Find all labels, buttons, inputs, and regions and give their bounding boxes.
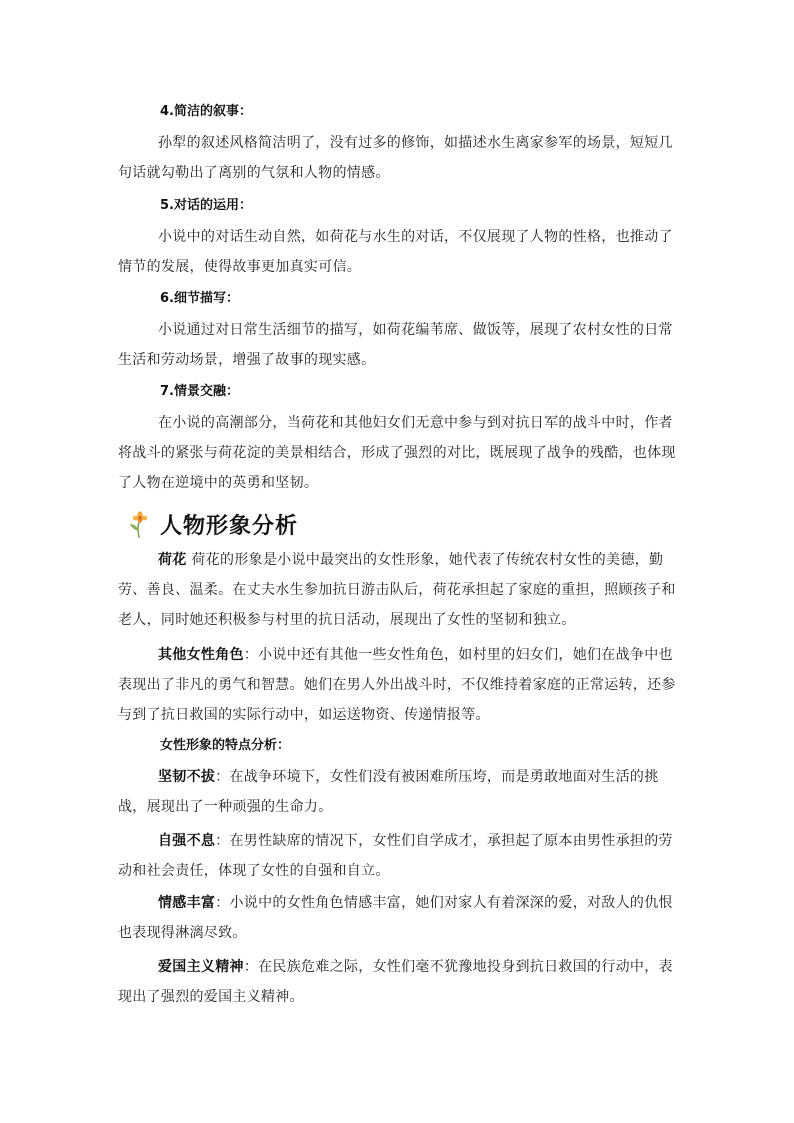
section-7-heading: 7.情景交融： — [160, 384, 239, 399]
hehua-text: 荷花的形象是小说中最突出的女性形象，她代表了传统农村女性的美德，勤劳、善良、温柔。在丈夫水生参加抗日游击队后，荷花承担起了家庭的重担，照顾孩子和老人，同时她还积极参与村里的抗日活动，展现出了女性的坚韧和独立。 — [118, 552, 676, 628]
traits-heading: 女性形象的特点分析： — [160, 738, 291, 753]
trait-label: 情感丰富 — [158, 895, 216, 911]
hehua-paragraph — [118, 545, 684, 635]
trait-text: ：在战争环境下，女性们没有被困难所压垮，而是勇敢地面对生活的挑战，展现出了一种顽强的生命力。 — [118, 769, 659, 815]
section-5-paragraph: 小说中的对话生动自然，如荷花与水生的对话，不仅展现了人物的性格，也推动了情节的发展，使得故事更加真实可信。 — [118, 229, 673, 275]
other-women-paragraph — [118, 640, 684, 730]
section-6-heading: 6.细节描写： — [160, 291, 239, 306]
trait-text: ：在民族危难之际，女性们毫不犹豫地投身到抗日救国的行动中，表现出了强烈的爱国主义精神。 — [118, 959, 673, 1005]
trait-paragraph — [118, 762, 684, 822]
trait-paragraph — [118, 888, 684, 948]
section-5-heading: 5.对话的运用： — [160, 198, 252, 213]
other-women-label: 其他女性角色 — [158, 647, 244, 663]
character-analysis-title: 人物形象分析 — [160, 513, 299, 539]
trait-paragraph — [118, 826, 684, 886]
section-6-paragraph: 小说通过对日常生活细节的描写，如荷花编苇席、做饭等，展现了农村女性的日常生活和劳动场景，增强了故事的现实感。 — [118, 322, 673, 368]
trait-label: 坚韧不拔 — [158, 769, 216, 785]
trait-label: 爱国主义精神 — [158, 959, 244, 975]
trait-label: 自强不息 — [158, 833, 216, 849]
flower-icon — [128, 509, 152, 539]
character-analysis-heading — [128, 507, 298, 541]
section-4-heading: 4.简洁的叙事： — [160, 104, 252, 119]
trait-paragraph — [118, 952, 684, 1012]
section-4-paragraph: 孙犁的叙述风格简洁明了，没有过多的修饰，如描述水生离家参军的场景，短短几句话就勾勒出了离别的气氛和人物的情感。 — [118, 135, 673, 181]
other-women-text: ：小说中还有其他一些女性角色，如村里的妇女们，她们在战争中也表现出了非凡的勇气和智慧。她们在男人外出战斗时，不仅维持着家庭的正常运转，还参与到了抗日救国的实际行动中，如运送物资、传递情报等。 — [118, 647, 676, 723]
trait-text: ：在男性缺席的情况下，女性们自学成才，承担起了原本由男性承担的劳动和社会责任，体现了女性的自强和自立。 — [118, 833, 673, 879]
section-7-paragraph: 在小说的高潮部分，当荷花和其他妇女们无意中参与到对抗日军的战斗中时，作者将战斗的紧张与荷花淀的美景相结合，形成了强烈的对比，既展现了战争的残酷，也体现了人物在逆境中的英勇和坚韧。 — [118, 415, 676, 491]
trait-text: ：小说中的女性角色情感丰富，她们对家人有着深深的爱，对敌人的仇恨也表现得淋漓尽致。 — [118, 895, 673, 941]
hehua-label: 荷花 — [158, 552, 187, 568]
